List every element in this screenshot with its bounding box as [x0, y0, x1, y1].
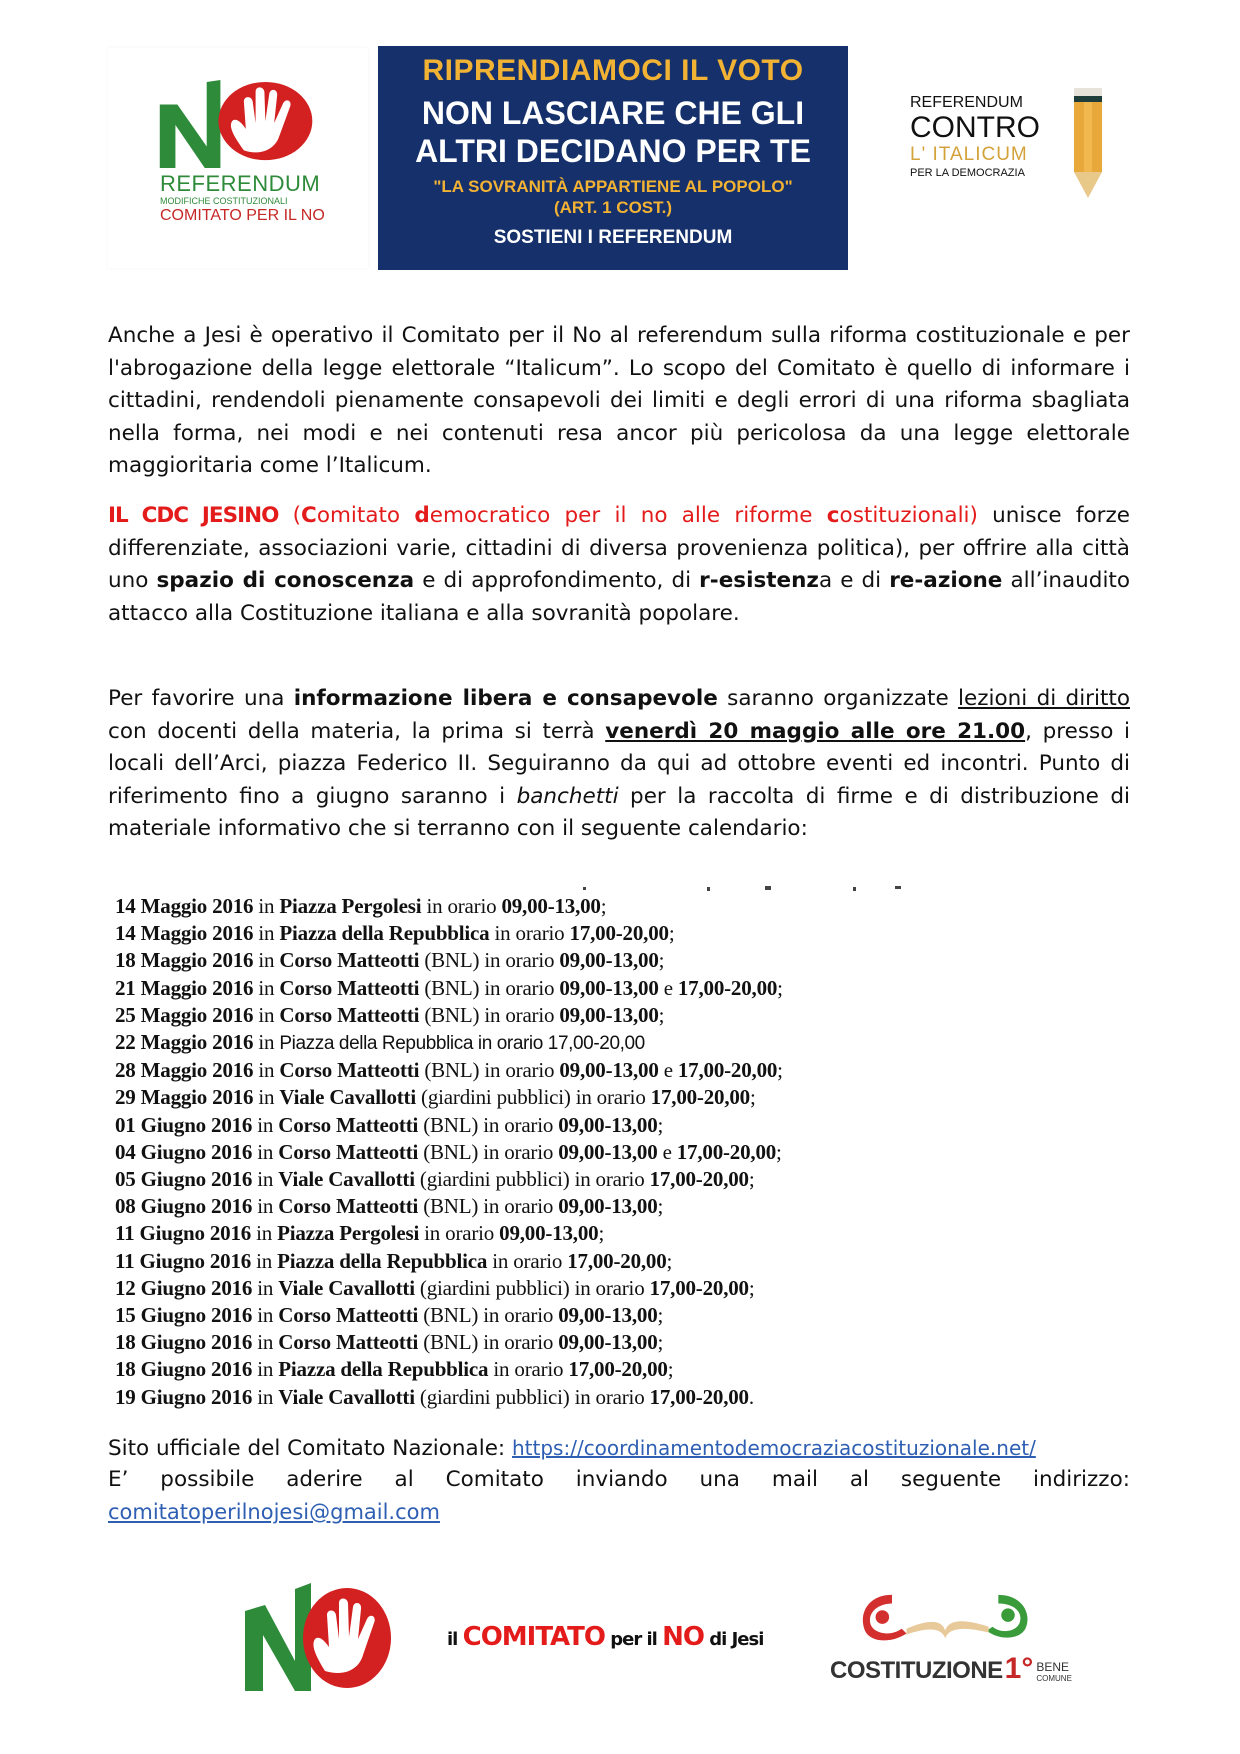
calendar-word: in — [253, 975, 280, 1000]
calendar-word: in orario — [478, 1303, 559, 1328]
logo-contro-text: CONTRO — [910, 111, 1040, 144]
calendar-punct: ; — [657, 1194, 664, 1219]
text-fragment: ( — [278, 503, 302, 528]
calendar-word: in — [253, 921, 280, 946]
banner-headline-2: ALTRI DECIDANO PER TE — [415, 133, 811, 169]
logo-referendum-text: REFERENDUM — [160, 171, 321, 196]
calendar-row — [115, 893, 915, 920]
calendar-place: Corso Matteotti — [279, 975, 420, 1000]
calendar-times: 17,00-20,00 — [677, 1058, 778, 1083]
calendar-word: in orario — [488, 1357, 569, 1382]
email-line — [108, 1496, 1130, 1529]
emphasis-text: r-esistenz — [699, 568, 819, 593]
calendar-date: 18 Giugno 2016 — [115, 1357, 253, 1382]
calendar-row — [115, 1384, 915, 1411]
footer-slogan — [447, 1620, 763, 1657]
calendar-punct: ; — [748, 1167, 755, 1192]
calendar-date: 14 Maggio 2016 — [115, 894, 254, 918]
calendar-word: e — [657, 1139, 677, 1164]
banchetti-calendar — [115, 893, 915, 1411]
text-fragment: COMITATO — [462, 1622, 605, 1652]
calendar-word: in — [252, 1303, 279, 1328]
calendar-punct: ; — [668, 921, 675, 946]
text-fragment: con docenti della materia, la prima si terrà — [108, 718, 606, 744]
acronym-letter: c — [826, 503, 840, 528]
open-book-icon — [850, 1590, 1050, 1648]
calendar-row — [115, 1275, 915, 1302]
logo-modifiche-text: MODIFICHE COSTITUZIONALI — [160, 196, 288, 206]
calendar-note: (BNL) — [419, 975, 480, 1000]
no-hand-icon — [158, 80, 318, 168]
calendar-word: in orario — [569, 1384, 650, 1409]
events-paragraph — [108, 683, 1130, 846]
text-fragment: unisce forze differenziate, associazioni varie, cittadini di diversa provenienza politica), per offrire alla città uno — [108, 503, 1130, 593]
calendar-times: 17,00-20,00 — [676, 1139, 777, 1164]
calendar-note: (giardini pubblici) — [416, 1085, 571, 1110]
site-label: Sito ufficiale del Comitato Nazionale: — [108, 1436, 512, 1461]
calendar-row — [115, 1057, 915, 1084]
calendar-note: (giardini pubblici) — [414, 1275, 570, 1300]
calendar-place: Piazza Pergolesi — [277, 1221, 420, 1246]
calendar-row — [115, 1029, 915, 1057]
scan-artifact — [115, 885, 915, 891]
text-fragment: e di approfondimento, di — [414, 568, 700, 593]
calendar-word: in — [252, 1139, 279, 1164]
logo-comitato-text: COMITATO PER IL NO — [160, 207, 325, 224]
bene-text: BENE — [1036, 1660, 1070, 1674]
calendar-punct: ; — [776, 1139, 782, 1164]
text-fragment: emocratico per il no alle riforme — [429, 503, 827, 528]
acronym-letter: C — [301, 503, 317, 528]
text-fragment: all’inaudito attacco alla Costituzione italiana e alla sovranità popolare. — [108, 568, 1131, 626]
text-fragment: Per favorire una — [108, 686, 294, 711]
calendar-times: 17,00-20,00 — [649, 1167, 749, 1192]
calendar-times: 17,00-20,00 — [567, 1248, 667, 1273]
footer-no-hand-logo — [245, 1583, 395, 1693]
calendar-note: (BNL) — [419, 1058, 480, 1083]
calendar-place: Viale Cavallotti — [278, 1167, 415, 1192]
comune-text: COMUNE — [1036, 1674, 1072, 1683]
calendar-place: Viale Cavallotti — [279, 1085, 416, 1110]
calendar-note: (BNL) — [418, 1330, 479, 1355]
logo-referendum-text: REFERENDUM — [910, 94, 1023, 111]
italic-text: banchetti — [516, 783, 619, 809]
calendar-date: 08 Giugno 2016 — [115, 1194, 253, 1219]
calendar-word: in orario — [479, 1058, 560, 1083]
calendar-date: 19 Giugno 2016 — [115, 1384, 253, 1409]
calendar-place: Corso Matteotti — [278, 1112, 419, 1137]
text-fragment: a e di — [818, 568, 890, 593]
calendar-word: in orario — [479, 948, 560, 973]
calendar-word: in orario — [569, 1275, 650, 1300]
acronym-letter: d — [414, 503, 430, 528]
banner-article: (ART. 1 COST.) — [553, 198, 673, 217]
text-fragment: NO — [662, 1622, 704, 1652]
calendar-times: 09,00-13,00 — [558, 1139, 658, 1164]
text-fragment: saranno organizzate — [717, 686, 959, 711]
text-fragment: , presso i locali dell’Arci, piazza Federico II. Seguiranno da qui ad ottobre eventi ed incontri. Punto di riferimento fino a giugno saranno i — [108, 718, 1130, 809]
logo-text-stack — [160, 172, 350, 225]
calendar-times: 09,00-13,00 — [501, 894, 601, 918]
calendar-word: in — [252, 1112, 279, 1137]
calendar-row — [115, 1193, 915, 1220]
calendar-row — [115, 1248, 915, 1275]
header-banner — [378, 46, 848, 270]
calendar-note: (BNL) — [419, 1002, 480, 1027]
text-fragment: per il — [605, 1629, 663, 1650]
calendar-times: 17,00-20,00 — [677, 975, 778, 1000]
calendar-punct: ; — [777, 1058, 783, 1083]
calendar-row — [115, 920, 915, 947]
calendar-place: Corso Matteotti — [278, 1330, 419, 1355]
calendar-word: in — [253, 1030, 280, 1055]
calendar-note: (BNL) — [418, 1112, 479, 1137]
calendar-date: 04 Giugno 2016 — [115, 1139, 253, 1164]
calendar-date: 22 Maggio 2016 — [115, 1030, 254, 1055]
calendar-word: e — [658, 1058, 678, 1083]
calendar-note: (BNL) — [419, 948, 480, 973]
calendar-punct: ; — [748, 1275, 755, 1300]
banner-headline-1: NON LASCIARE CHE GLI — [421, 95, 805, 131]
calendar-times: 09,00-13,00 — [559, 975, 659, 1000]
first-mark: 1° — [1004, 1652, 1034, 1685]
calendar-note: (BNL) — [418, 1139, 479, 1164]
calendar-times: 09,00-13,00 — [558, 1330, 658, 1355]
calendar-place: Corso Matteotti — [279, 1002, 420, 1027]
referendum-italicum-logo — [910, 88, 1110, 212]
national-site-link[interactable]: https://coordinamentodemocraziacostituzionale.net/ — [512, 1436, 1036, 1460]
calendar-date: 11 Giugno 2016 — [115, 1221, 252, 1246]
logo-democrazia-text: PER LA DEMOCRAZIA — [910, 167, 1025, 179]
calendar-word: in — [252, 1275, 279, 1300]
calendar-place: Viale Cavallotti — [278, 1275, 415, 1300]
calendar-word: in orario — [487, 1248, 568, 1273]
calendar-date: 25 Maggio 2016 — [115, 1002, 254, 1027]
calendar-word: in — [253, 1002, 280, 1027]
calendar-date: 05 Giugno 2016 — [115, 1167, 253, 1192]
calendar-place: Corso Matteotti — [278, 1194, 419, 1219]
calendar-times: 09,00-13,00 — [558, 1112, 658, 1137]
calendar-word: in — [252, 1330, 279, 1355]
text-fragment: di Jesi — [703, 1629, 764, 1650]
calendar-punct: ; — [777, 975, 783, 1000]
banner-title: RIPRENDIAMOCI IL VOTO — [422, 54, 804, 87]
calendar-word: in — [252, 1357, 279, 1382]
calendar-times: 09,00-13,00 — [558, 1303, 658, 1328]
email-link[interactable]: comitatoperilnojesi@gmail.com — [108, 1500, 440, 1524]
calendar-word: in — [253, 948, 280, 973]
text-fragment: ostituzionali) — [839, 503, 978, 528]
costituzione-wordmark — [830, 1652, 1072, 1686]
calendar-word: e — [658, 975, 678, 1000]
calendar-word: in orario — [478, 1139, 559, 1164]
calendar-date: 18 Giugno 2016 — [115, 1330, 253, 1355]
calendar-word: in — [252, 1194, 279, 1219]
calendar-row — [115, 1112, 915, 1139]
calendar-row — [115, 1084, 915, 1111]
calendar-word: in — [253, 1085, 280, 1110]
calendar-word: in orario — [421, 894, 502, 918]
calendar-word: in orario — [478, 1112, 559, 1137]
calendar-note: (giardini pubblici) — [414, 1167, 570, 1192]
calendar-date: 28 Maggio 2016 — [115, 1058, 254, 1083]
calendar-row — [115, 947, 915, 974]
calendar-row — [115, 1139, 915, 1166]
calendar-word: in orario — [478, 1330, 559, 1355]
calendar-punct: . — [748, 1384, 754, 1409]
banner-cta: SOSTIENI I REFERENDUM — [493, 227, 733, 248]
calendar-times: 09,00-13,00 — [559, 948, 659, 973]
calendar-times: 17,00-20,00 — [568, 1357, 668, 1382]
costituzione-text: COSTITUZIONE — [830, 1657, 1003, 1684]
calendar-punct: ; — [658, 948, 665, 973]
calendar-word: in orario — [570, 1085, 651, 1110]
calendar-punct: ; — [667, 1357, 674, 1382]
calendar-place: Corso Matteotti — [279, 948, 420, 973]
calendar-date: 29 Maggio 2016 — [115, 1085, 254, 1110]
calendar-times: 17,00-20,00 — [569, 921, 669, 946]
calendar-row — [115, 1329, 915, 1356]
calendar-word: in orario — [569, 1167, 650, 1192]
calendar-place: Piazza della Repubblica — [278, 1357, 489, 1382]
underlined-text: lezioni di diritto — [958, 686, 1130, 711]
calendar-word: in — [252, 1384, 279, 1409]
text-fragment: il — [447, 1629, 463, 1650]
calendar-place: Piazza Pergolesi — [279, 894, 422, 918]
calendar-punct: ; — [600, 894, 607, 918]
calendar-note: (BNL) — [418, 1303, 479, 1328]
calendar-place: Piazza della Repubblica — [279, 921, 490, 946]
calendar-date: 18 Maggio 2016 — [115, 948, 254, 973]
calendar-punct: ; — [657, 1112, 664, 1137]
join-text: E’ possibile aderire al Comitato inviando una mail al seguente indirizzo: — [108, 1467, 1130, 1492]
calendar-times: 09,00-13,00 — [558, 1194, 658, 1219]
calendar-date: 14 Maggio 2016 — [115, 921, 254, 946]
referendum-no-logo — [108, 48, 368, 268]
calendar-date: 11 Giugno 2016 — [115, 1248, 252, 1273]
calendar-place: Corso Matteotti — [279, 1058, 420, 1083]
calendar-word: in — [251, 1221, 278, 1246]
calendar-word: in orario — [419, 1221, 500, 1246]
cdc-jesino-title: IL CDC JESINO — [108, 503, 279, 528]
calendar-word: in — [253, 1058, 280, 1083]
calendar-times: 09,00-13,00 — [559, 1002, 659, 1027]
calendar-times: 17,00-20,00 — [649, 1384, 749, 1409]
calendar-punct: ; — [657, 1303, 664, 1328]
calendar-place: Corso Matteotti — [278, 1139, 419, 1164]
calendar-row — [115, 1220, 915, 1247]
text-fragment: omitato — [316, 503, 415, 528]
calendar-row — [115, 1302, 915, 1329]
logo-text-stack — [910, 94, 1066, 180]
emphasis-text: informazione libera e consapevole — [293, 686, 718, 711]
calendar-date: 01 Giugno 2016 — [115, 1112, 253, 1137]
calendar-word: in — [253, 894, 280, 918]
calendar-note: (BNL) — [418, 1194, 479, 1219]
calendar-word: in — [251, 1248, 278, 1273]
calendar-word: in orario — [478, 1194, 559, 1219]
calendar-date: 21 Maggio 2016 — [115, 975, 254, 1000]
banner-quote: "LA SOVRANITÀ APPARTIENE AL POPOLO" — [433, 177, 793, 196]
calendar-word: in orario — [479, 975, 560, 1000]
calendar-row — [115, 1002, 915, 1029]
calendar-details: Piazza della Repubblica in orario 17,00-20,00 — [279, 1033, 645, 1055]
calendar-punct: ; — [666, 1248, 673, 1273]
costituzione-bene-comune-logo — [830, 1590, 1130, 1710]
calendar-punct: ; — [657, 1330, 664, 1355]
bene-comune-stack — [1036, 1661, 1072, 1686]
calendar-place: Piazza della Repubblica — [277, 1248, 488, 1273]
calendar-place: Corso Matteotti — [278, 1303, 419, 1328]
calendar-punct: ; — [598, 1221, 605, 1246]
intro-paragraph: Anche a Jesi è operativo il Comitato per il No al referendum sulla riforma costituzionale e per l'abrogazione della legge elettorale “Italicum”. Lo scopo del Comitato è quello di informare i cittadini, rendendoli pienamente consapevoli dei limiti e degli errori di una riforma sbagliata nella forma, nei modi e nei contenuti resa ancor più pericolosa da una legge elettorale maggioritaria come l’Italicum. — [108, 323, 1130, 478]
first-lesson-date: venerdì 20 maggio alle ore 21.00 — [605, 718, 1026, 744]
logo-italicum-text: L' ITALICUM — [910, 144, 1028, 165]
calendar-date: 15 Giugno 2016 — [115, 1303, 253, 1328]
calendar-word: in — [252, 1167, 279, 1192]
calendar-row — [115, 1356, 915, 1383]
emphasis-text: re-azione — [889, 568, 1003, 593]
national-site-line — [108, 1432, 1130, 1465]
calendar-times: 17,00-20,00 — [649, 1275, 749, 1300]
calendar-punct: ; — [658, 1002, 665, 1027]
calendar-date: 12 Giugno 2016 — [115, 1275, 253, 1300]
cdc-paragraph — [108, 500, 1130, 630]
pencil-icon — [1070, 88, 1106, 200]
calendar-row — [115, 975, 915, 1002]
text-fragment: per la raccolta di firme e di distribuzione di materiale informativo che si terranno con il seguente calendario: — [108, 783, 1130, 841]
calendar-times: 17,00-20,00 — [650, 1085, 750, 1110]
calendar-word: in orario — [489, 921, 570, 946]
calendar-word: in orario — [479, 1002, 560, 1027]
calendar-punct: ; — [749, 1085, 756, 1110]
calendar-place: Viale Cavallotti — [278, 1384, 415, 1409]
calendar-row — [115, 1166, 915, 1193]
emphasis-text: spazio di conoscenza — [156, 568, 415, 593]
calendar-times: 09,00-13,00 — [559, 1058, 659, 1083]
calendar-note: (giardini pubblici) — [414, 1384, 570, 1409]
calendar-times: 09,00-13,00 — [499, 1221, 599, 1246]
